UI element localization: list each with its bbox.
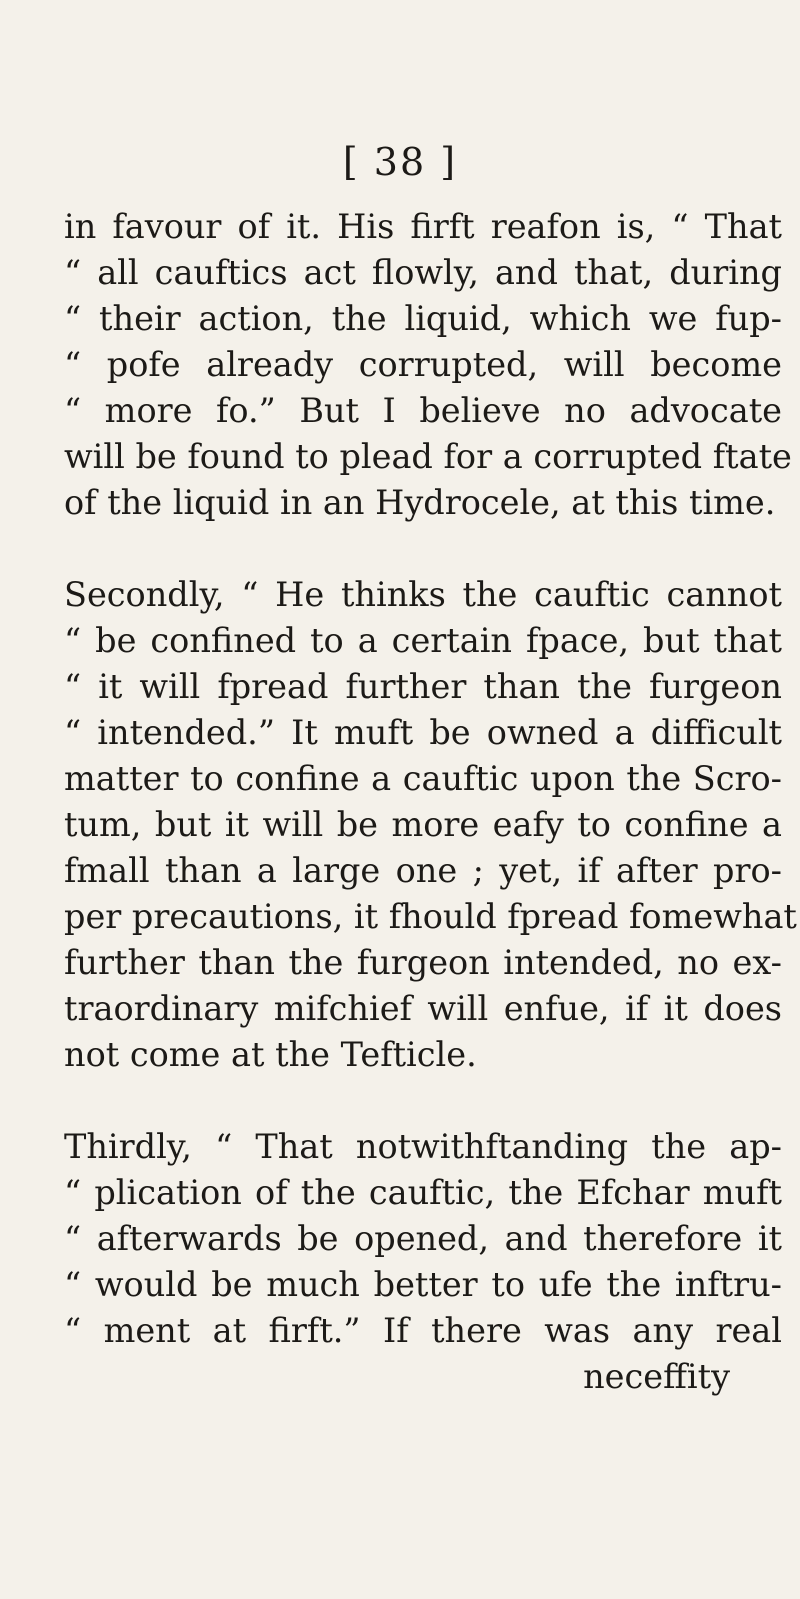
text-line: “ be confined to a certain fpace, but that	[64, 621, 782, 660]
text-line: traordinary mifchief will enfue, if it does	[64, 989, 782, 1028]
text-line: Secondly, “ He thinks the cauftic cannot	[64, 575, 782, 614]
body-text	[64, 204, 797, 1400]
text-line: matter to confine a cauftic upon the Scro-	[64, 759, 782, 798]
text-line: per precautions, it fhould fpread fomewhat	[64, 897, 797, 936]
text-line: “ intended.” It muft be owned a difficult	[64, 713, 782, 752]
text-line: “ afterwards be opened, and therefore it	[64, 1219, 782, 1258]
text-line: “ their action, the liquid, which we fup-	[64, 299, 782, 338]
text-line: in favour of it. His firft reafon is, “ That	[64, 207, 782, 246]
page-number: [ 38 ]	[342, 140, 458, 184]
catchword: neceffity	[583, 1357, 730, 1396]
text-line: “ plication of the cauftic, the Efchar muft	[64, 1173, 782, 1212]
text-line: of the liquid in an Hydrocele, at this time.	[64, 483, 776, 522]
text-line: not come at the Tefticle.	[64, 1035, 477, 1074]
text-line: “ ment at firft.” If there was any real	[64, 1311, 782, 1350]
text-line: “ it will fpread further than the furgeon	[64, 667, 782, 706]
text-line: “ pofe already corrupted, will become	[64, 345, 782, 384]
text-line: Thirdly, “ That notwithftanding the ap-	[64, 1127, 782, 1166]
text-line: further than the furgeon intended, no ex-	[64, 943, 782, 982]
text-line: “ all cauftics act flowly, and that, during	[64, 253, 782, 292]
paragraph-gap	[64, 1078, 782, 1124]
paragraph-gap	[64, 526, 782, 572]
text-line: tum, but it will be more eafy to confine a	[64, 805, 782, 844]
text-line: “ more fo.” But I believe no advocate	[64, 391, 782, 430]
text-line: will be found to plead for a corrupted ftate	[64, 437, 792, 476]
text-line: fmall than a large one ; yet, if after pro-	[64, 851, 782, 890]
text-line: “ would be much better to ufe the inftru-	[64, 1265, 782, 1304]
